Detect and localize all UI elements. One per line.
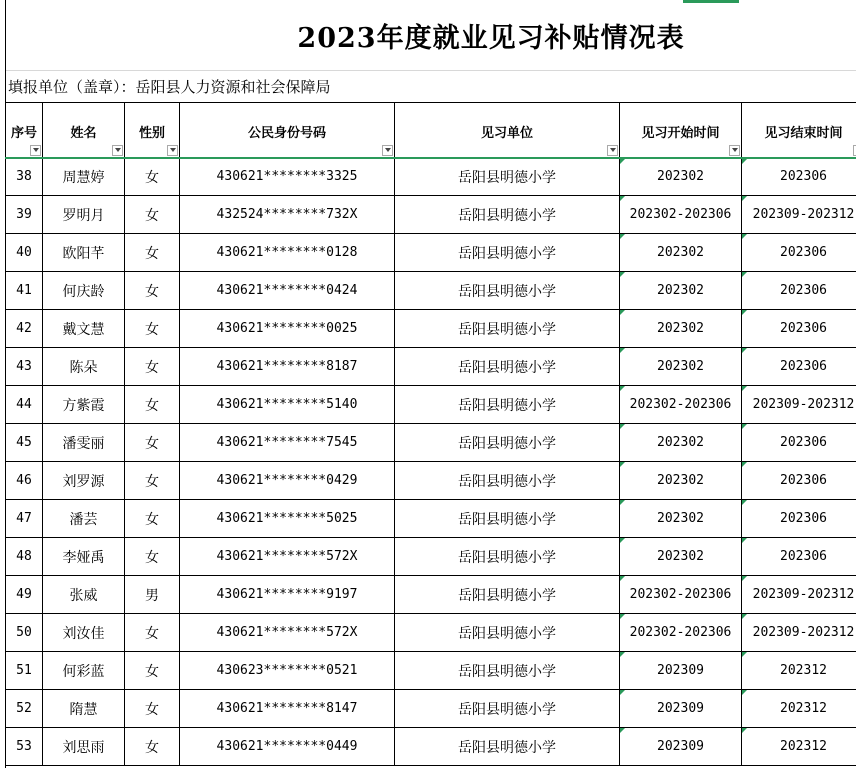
cell-end-time[interactable]: 202309-202312: [742, 614, 856, 652]
table-row: [6, 690, 856, 728]
cell-gender[interactable]: 女: [125, 462, 180, 500]
header-start-time[interactable]: [620, 103, 742, 158]
table-row: [6, 576, 856, 614]
cell-start-time[interactable]: 202302: [620, 348, 742, 386]
cell-internship-unit[interactable]: 岳阳县明德小学: [395, 652, 620, 690]
cell-start-time[interactable]: 202302: [620, 234, 742, 272]
header-label: 序号: [10, 126, 37, 141]
cell-name[interactable]: 戴文慧: [43, 310, 125, 348]
cell-id-number[interactable]: 430621********8187: [180, 348, 395, 386]
cell-name[interactable]: 欧阳芊: [43, 234, 125, 272]
table-row: [6, 272, 856, 310]
cell-name[interactable]: 何庆龄: [43, 272, 125, 310]
cell-id-number[interactable]: 430621********8147: [180, 690, 395, 728]
cell-id-number[interactable]: 430621********0429: [180, 462, 395, 500]
cell-start-time[interactable]: 202309: [620, 652, 742, 690]
cell-start-time[interactable]: 202302-202306: [620, 576, 742, 614]
cell-start-time[interactable]: 202309: [620, 728, 742, 766]
table-row: [6, 234, 856, 272]
cell-internship-unit[interactable]: 岳阳县明德小学: [395, 576, 620, 614]
cell-internship-unit[interactable]: 岳阳县明德小学: [395, 500, 620, 538]
cell-gender[interactable]: 女: [125, 196, 180, 234]
header-label: 见习结束时间: [764, 126, 843, 141]
cell-start-time[interactable]: 202302: [620, 310, 742, 348]
cell-internship-unit[interactable]: 岳阳县明德小学: [395, 196, 620, 234]
cell-start-time[interactable]: 202302-202306: [620, 196, 742, 234]
cell-end-time[interactable]: 202306: [742, 500, 856, 538]
cell-serial-number[interactable]: 48: [6, 538, 43, 576]
header-row: [6, 103, 856, 158]
header-serial-number[interactable]: [6, 103, 43, 158]
cell-serial-number[interactable]: 47: [6, 500, 43, 538]
cell-end-time[interactable]: 202306: [742, 538, 856, 576]
cell-serial-number[interactable]: 38: [6, 158, 43, 196]
cell-end-time[interactable]: 202312: [742, 652, 856, 690]
cell-start-time[interactable]: 202302-202306: [620, 614, 742, 652]
page-title[interactable]: 2023年度就业见习补贴情况表: [297, 22, 685, 54]
cell-gender[interactable]: 女: [125, 652, 180, 690]
cell-start-time[interactable]: 202302: [620, 424, 742, 462]
cell-serial-number[interactable]: 41: [6, 272, 43, 310]
cell-name[interactable]: 潘雯丽: [43, 424, 125, 462]
cell-end-time[interactable]: 202306: [742, 462, 856, 500]
cell-start-time[interactable]: 202302: [620, 538, 742, 576]
cell-gender[interactable]: 女: [125, 500, 180, 538]
table-row: [6, 310, 856, 348]
cell-serial-number[interactable]: 39: [6, 196, 43, 234]
table-row: [6, 196, 856, 234]
cell-name[interactable]: 罗明月: [43, 196, 125, 234]
cell-serial-number[interactable]: 50: [6, 614, 43, 652]
cell-id-number[interactable]: 430621********0424: [180, 272, 395, 310]
table-row: [6, 652, 856, 690]
filter-dropdown-icon[interactable]: [112, 145, 123, 156]
cell-gender[interactable]: 女: [125, 310, 180, 348]
subsidy-table: [5, 102, 856, 766]
cell-start-time[interactable]: 202302: [620, 462, 742, 500]
cell-id-number[interactable]: 430621********572X: [180, 538, 395, 576]
cell-name[interactable]: 周慧婷: [43, 158, 125, 196]
cell-name[interactable]: 隋慧: [43, 690, 125, 728]
cell-internship-unit[interactable]: 岳阳县明德小学: [395, 614, 620, 652]
cell-serial-number[interactable]: 44: [6, 386, 43, 424]
cell-internship-unit[interactable]: 岳阳县明德小学: [395, 690, 620, 728]
cell-internship-unit[interactable]: 岳阳县明德小学: [395, 158, 620, 196]
filter-dropdown-icon[interactable]: [729, 145, 740, 156]
reporting-unit-line[interactable]: 填报单位（盖章）：岳阳县人力资源和社会保障局: [6, 70, 856, 102]
cell-gender[interactable]: 女: [125, 614, 180, 652]
cell-gender[interactable]: 女: [125, 348, 180, 386]
cell-id-number[interactable]: 430621********9197: [180, 576, 395, 614]
filter-dropdown-icon[interactable]: [607, 145, 618, 156]
cell-end-time[interactable]: 202306: [742, 234, 856, 272]
header-label: 见习开始时间: [641, 126, 720, 141]
table-row: [6, 462, 856, 500]
table-row: [6, 386, 856, 424]
cell-end-time[interactable]: 202306: [742, 272, 856, 310]
cell-gender[interactable]: 女: [125, 690, 180, 728]
cell-serial-number[interactable]: 52: [6, 690, 43, 728]
cell-name[interactable]: 方紫霞: [43, 386, 125, 424]
cell-end-time[interactable]: 202306: [742, 158, 856, 196]
table-row: [6, 728, 856, 766]
cell-gender[interactable]: 女: [125, 728, 180, 766]
filter-dropdown-icon[interactable]: [382, 145, 393, 156]
cell-name[interactable]: 刘汝佳: [43, 614, 125, 652]
header-label: 见习单位: [480, 126, 533, 141]
cell-internship-unit[interactable]: 岳阳县明德小学: [395, 462, 620, 500]
cell-end-time[interactable]: 202309-202312: [742, 576, 856, 614]
cell-internship-unit[interactable]: 岳阳县明德小学: [395, 424, 620, 462]
header-end-time[interactable]: [742, 103, 856, 158]
cell-name[interactable]: 李娅禹: [43, 538, 125, 576]
cell-end-time[interactable]: 202306: [742, 348, 856, 386]
cell-end-time[interactable]: 202309-202312: [742, 386, 856, 424]
cell-id-number[interactable]: 430621********0449: [180, 728, 395, 766]
header-name[interactable]: [43, 103, 125, 158]
cell-id-number[interactable]: 430621********572X: [180, 614, 395, 652]
cell-serial-number[interactable]: 49: [6, 576, 43, 614]
table-row: [6, 424, 856, 462]
cell-gender[interactable]: 女: [125, 424, 180, 462]
cell-serial-number[interactable]: 42: [6, 310, 43, 348]
cell-gender[interactable]: 女: [125, 272, 180, 310]
cell-internship-unit[interactable]: 岳阳县明德小学: [395, 728, 620, 766]
cell-serial-number[interactable]: 40: [6, 234, 43, 272]
cell-gender[interactable]: 女: [125, 538, 180, 576]
table-row: [6, 158, 856, 196]
cell-id-number[interactable]: 430621********0128: [180, 234, 395, 272]
cell-end-time[interactable]: 202312: [742, 728, 856, 766]
filter-dropdown-icon[interactable]: [167, 145, 178, 156]
header-label: 姓名: [70, 126, 97, 141]
cell-internship-unit[interactable]: 岳阳县明德小学: [395, 234, 620, 272]
cell-gender[interactable]: 女: [125, 234, 180, 272]
cell-name[interactable]: 潘芸: [43, 500, 125, 538]
cell-gender[interactable]: 男: [125, 576, 180, 614]
cell-end-time[interactable]: 202306: [742, 310, 856, 348]
cell-end-time[interactable]: 202306: [742, 424, 856, 462]
header-id-number[interactable]: [180, 103, 395, 158]
cell-id-number[interactable]: 430623********0521: [180, 652, 395, 690]
cell-gender[interactable]: 女: [125, 158, 180, 196]
cell-internship-unit[interactable]: 岳阳县明德小学: [395, 538, 620, 576]
cell-name[interactable]: 陈朵: [43, 348, 125, 386]
cell-gender[interactable]: 女: [125, 386, 180, 424]
cell-start-time[interactable]: 202309: [620, 690, 742, 728]
table-row: [6, 348, 856, 386]
cell-id-number[interactable]: 430621********0025: [180, 310, 395, 348]
cell-id-number[interactable]: 430621********5140: [180, 386, 395, 424]
cell-internship-unit[interactable]: 岳阳县明德小学: [395, 310, 620, 348]
cell-start-time[interactable]: 202302: [620, 158, 742, 196]
cell-end-time[interactable]: 202312: [742, 690, 856, 728]
header-internship-unit[interactable]: [395, 103, 620, 158]
cell-start-time[interactable]: 202302: [620, 500, 742, 538]
cell-internship-unit[interactable]: 岳阳县明德小学: [395, 386, 620, 424]
cell-serial-number[interactable]: 45: [6, 424, 43, 462]
cell-start-time[interactable]: 202302: [620, 272, 742, 310]
cell-serial-number[interactable]: 53: [6, 728, 43, 766]
header-label: 性别: [138, 126, 165, 141]
cell-name[interactable]: 刘罗源: [43, 462, 125, 500]
cell-internship-unit[interactable]: 岳阳县明德小学: [395, 272, 620, 310]
cell-serial-number[interactable]: 46: [6, 462, 43, 500]
cell-serial-number[interactable]: 43: [6, 348, 43, 386]
cell-id-number[interactable]: 430621********3325: [180, 158, 395, 196]
header-label: 公民身份号码: [247, 126, 326, 141]
cell-start-time[interactable]: 202302-202306: [620, 386, 742, 424]
cell-name[interactable]: 刘思雨: [43, 728, 125, 766]
table-row: [6, 614, 856, 652]
cell-id-number[interactable]: 432524********732X: [180, 196, 395, 234]
cell-internship-unit[interactable]: 岳阳县明德小学: [395, 348, 620, 386]
cell-serial-number[interactable]: 51: [6, 652, 43, 690]
header-gender[interactable]: [125, 103, 180, 158]
cell-id-number[interactable]: 430621********7545: [180, 424, 395, 462]
filter-dropdown-icon[interactable]: [30, 145, 41, 156]
table-row: [6, 538, 856, 576]
table-row: [6, 500, 856, 538]
cell-name[interactable]: 张威: [43, 576, 125, 614]
cell-name[interactable]: 何彩蓝: [43, 652, 125, 690]
cell-id-number[interactable]: 430621********5025: [180, 500, 395, 538]
cell-end-time[interactable]: 202309-202312: [742, 196, 856, 234]
